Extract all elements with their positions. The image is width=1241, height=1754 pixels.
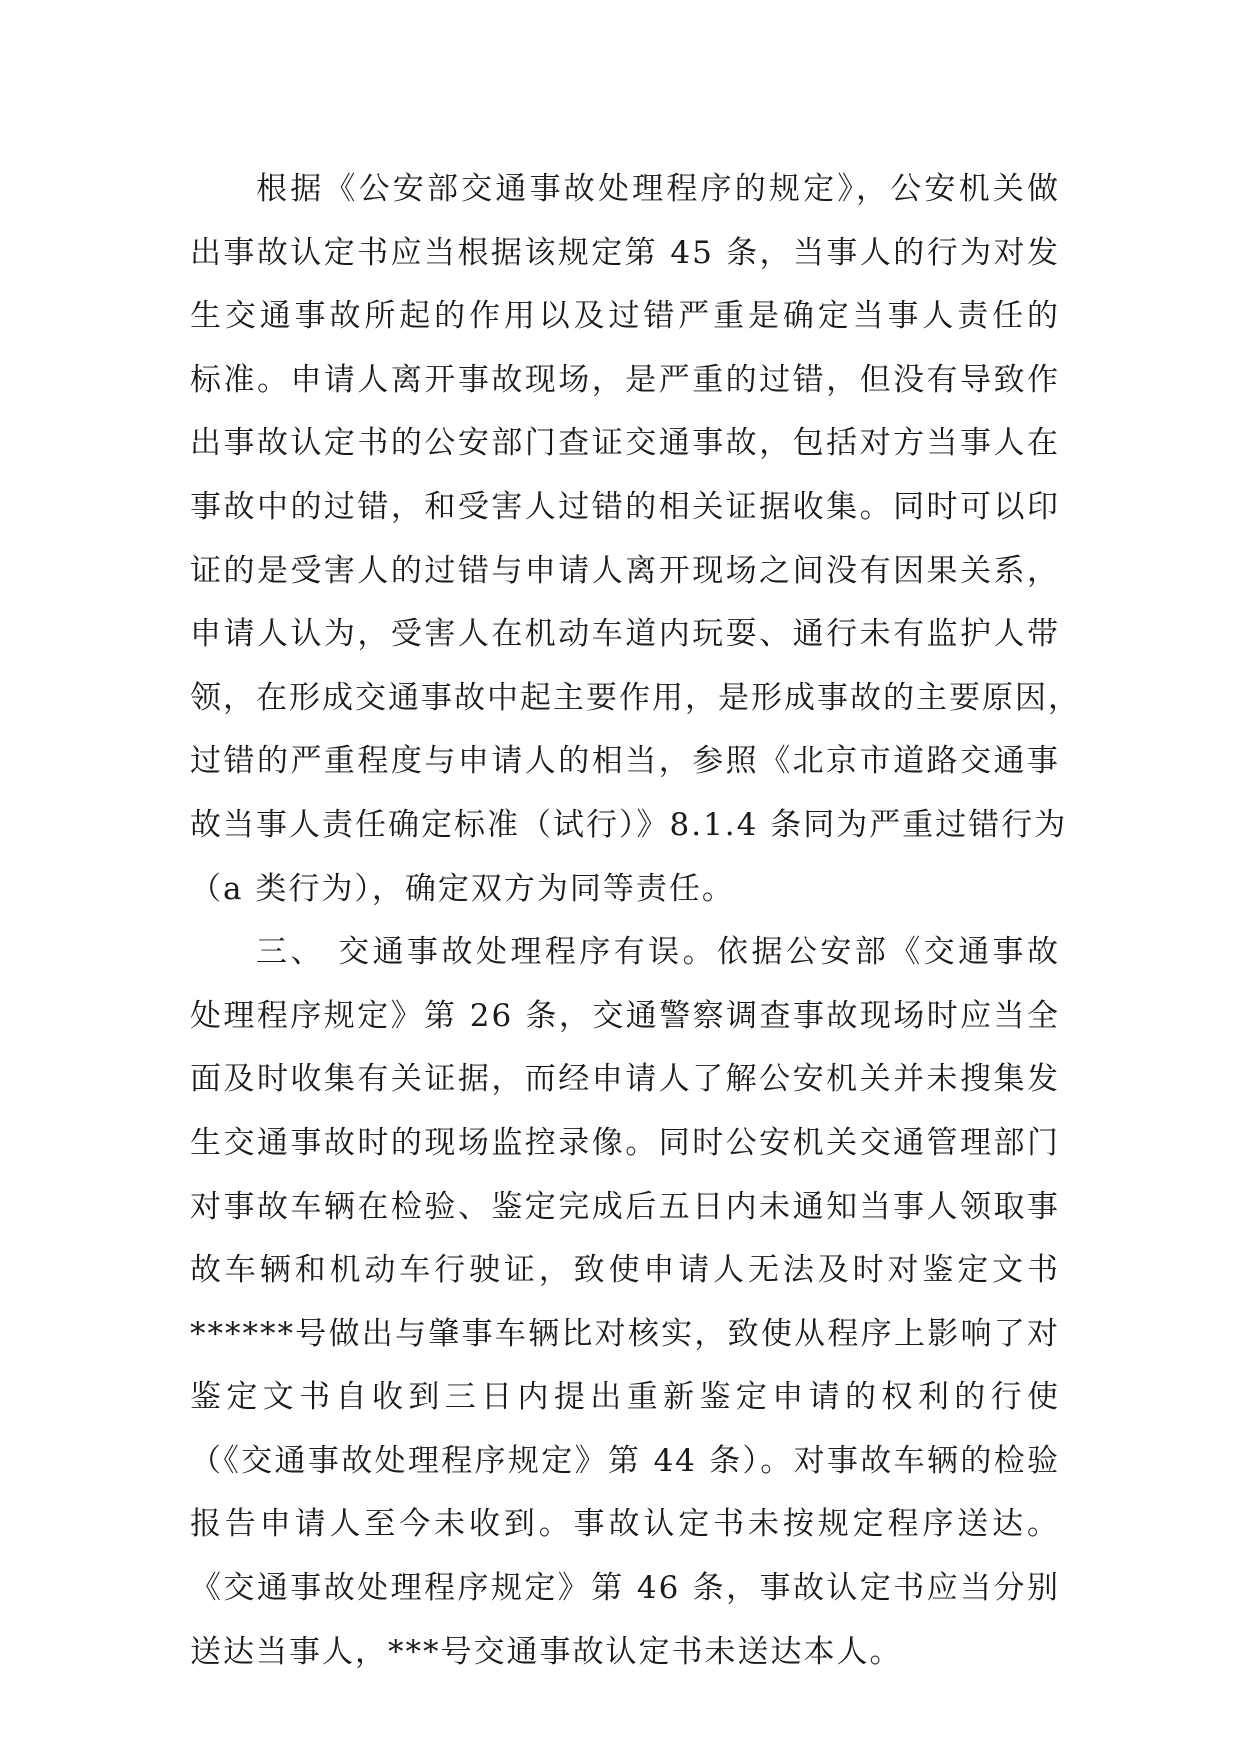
paragraph-line: 处理程序规定》第 26 条，交通警察调查事故现场时应当全: [190, 997, 1060, 1034]
paragraph-line: ******号做出与肇事车辆比对核实，致使从程序上影响了对: [190, 1315, 1060, 1352]
paragraph-line: 申请人认为，受害人在机动车道内玩耍、通行未有监护人带: [190, 616, 1060, 653]
paragraph-line: 出事故认定书的公安部门查证交通事故，包括对方当事人在: [190, 425, 1060, 462]
paragraph-line: 对事故车辆在检验、鉴定完成后五日内未通知当事人领取事: [190, 1188, 1060, 1225]
paragraph-line: （《交通事故处理程序规定》第 44 条）。对事故车辆的检验: [190, 1442, 1060, 1479]
paragraph-line: 生交通事故时的现场监控录像。同时公安机关交通管理部门: [190, 1124, 1060, 1161]
paragraph-line: 报告申请人至今未收到。事故认定书未按规定程序送达。: [190, 1506, 1060, 1543]
paragraph-line: 面及时收集有关证据，而经申请人了解公安机关并未搜集发: [190, 1061, 1060, 1098]
paragraph-line: 过错的严重程度与申请人的相当，参照《北京市道路交通事: [190, 743, 1060, 780]
paragraph-line: 鉴定文书自收到三日内提出重新鉴定申请的权利的行使: [190, 1379, 1060, 1416]
paragraph-line: 故当事人责任确定标准（试行）》8.1.4 条同为严重过错行为: [190, 806, 1068, 843]
paragraph-line: 生交通事故所起的作用以及过错严重是确定当事人责任的: [190, 298, 1060, 335]
paragraph-line: 送达当事人，***号交通事故认定书未送达本人。: [190, 1633, 903, 1670]
paragraph-line: 事故中的过错，和受害人过错的相关证据收集。同时可以印: [190, 488, 1060, 525]
body-text: [190, 158, 1081, 1684]
paragraph-line: 三、 交通事故处理程序有误。依据公安部《交通事故: [256, 934, 1060, 971]
paragraph-line: 故车辆和机动车行驶证，致使申请人无法及时对鉴定文书: [190, 1252, 1060, 1289]
paragraph-line: （a 类行为），确定双方为同等责任。: [190, 870, 735, 907]
paragraph-line: 标准。申请人离开事故现场，是严重的过错，但没有导致作: [190, 361, 1060, 398]
paragraph-line: 出事故认定书应当根据该规定第 45 条，当事人的行为对发: [190, 234, 1060, 271]
paragraph-line: 领，在形成交通事故中起主要作用，是形成事故的主要原因，: [190, 679, 1081, 716]
paragraph-line: 《交通事故处理程序规定》第 46 条，事故认定书应当分别: [190, 1570, 1060, 1607]
paragraph-line: 根据《公安部交通事故处理程序的规定》，公安机关做: [256, 171, 1060, 207]
paragraph-line: 证的是受害人的过错与申请人离开现场之间没有因果关系，: [190, 552, 1060, 589]
